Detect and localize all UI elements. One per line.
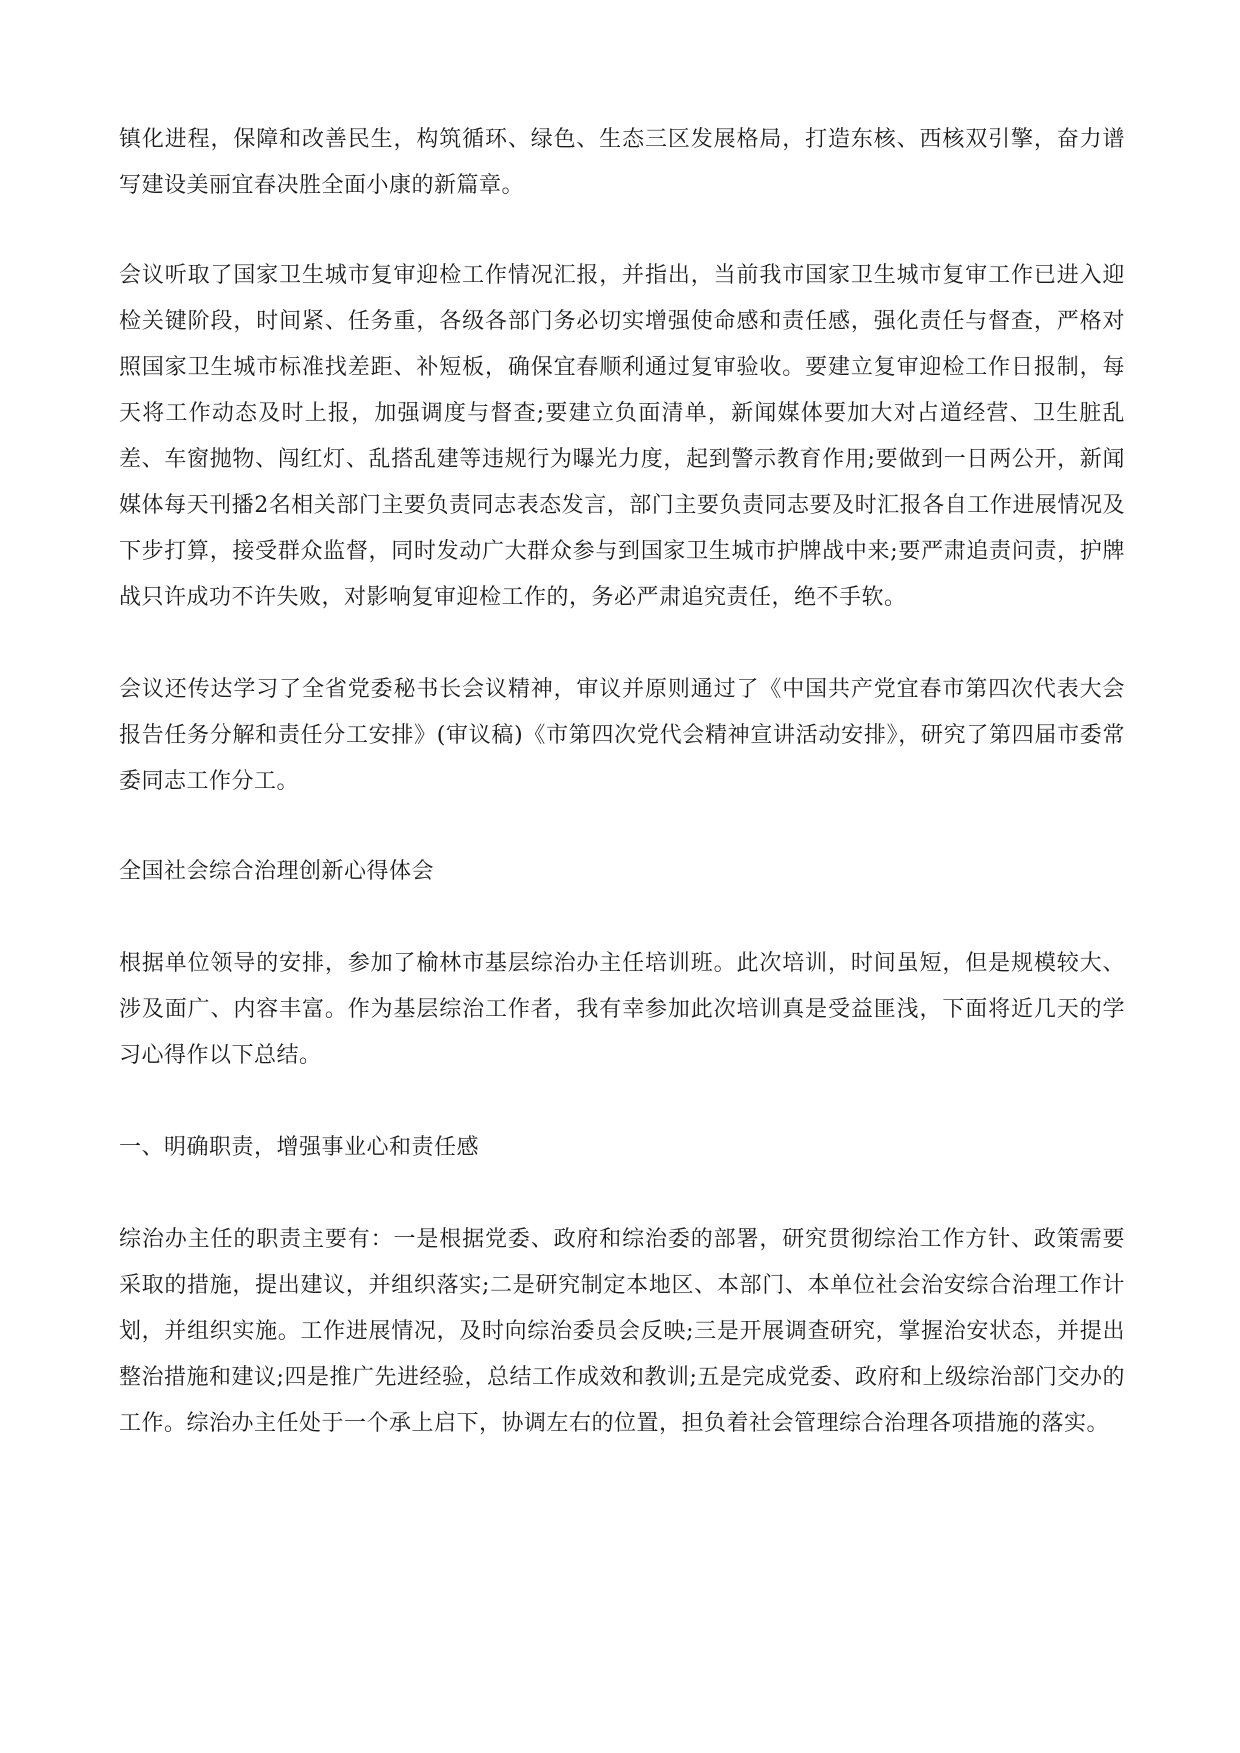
paragraph-training-intro: 根据单位领导的安排，参加了榆林市基层综治办主任培训班。此次培训，时间虽短，但是规模较大、涉及面广、内容丰富。作为基层综治工作者，我有幸参加此次培训真是受益匪浅，下面将近几天的学习心得作以下总结。	[119, 951, 1125, 1068]
paragraph-urbanization-closing: 镇化进程，保障和改善民生，构筑循环、绿色、生态三区发展格局，打造东核、西核双引擎，奋力谱写建设美丽宜春决胜全面小康的新篇章。	[119, 127, 1125, 198]
paragraph-duties: 综治办主任的职责主要有：一是根据党委、政府和综治委的部署，研究贯彻综治工作方针、政策需要采取的措施，提出建议，并组织落实;二是研究制定本地区、本部门、本单位社会治安综合治理工作计划，并组织实施。工作进展情况，及时向综治委员会反映;三是开展调查研究，掌握治安状态，并提出整治措施和建议;四是推广先进经验，总结工作成效和教训;五是完成党委、政府和上级综治部门交办的工作。综治办主任处于一个承上启下，协调左右的位置，担负着社会管理综合治理各项措施的落实。	[119, 1227, 1125, 1436]
document-body	[119, 117, 1125, 1447]
section-heading-responsibility: 一、明确职责，增强事业心和责任感	[119, 1135, 480, 1160]
paragraph-health-city-review: 会议听取了国家卫生城市复审迎检工作情况汇报，并指出，当前我市国家卫生城市复审工作已进入迎检关键阶段，时间紧、任务重，各级各部门务必切实增强使命感和责任感，强化责任与督查，严格对照国家卫生城市标准找差距、补短板，确保宜春顺利通过复审验收。要建立复审迎检工作日报制，每天将工作动态及时上报，加强调度与督查;要建立负面清单，新闻媒体要加大对占道经营、卫生脏乱差、车窗抛物、闯红灯、乱搭乱建等违规行为曝光力度，起到警示教育作用;要做到一日两公开，新闻媒体每天刊播2名相关部门主要负责同志表态发言，部门主要负责同志要及时汇报各自工作进展情况及下步打算，接受群众监督，同时发动广大群众参与到国家卫生城市护牌战中来;要严肃追责问责，护牌战只许成功不许失败，对影响复审迎检工作的，务必严肃追究责任，绝不手软。	[119, 263, 1125, 610]
section-title: 全国社会综合治理创新心得体会	[119, 859, 435, 884]
paragraph-meeting-resolutions: 会议还传达学习了全省党委秘书长会议精神，审议并原则通过了《中国共产党宜春市第四次代表大会报告任务分解和责任分工安排》(审议稿)《市第四次党代会精神宣讲活动安排》，研究了第四届市委常委同志工作分工。	[119, 677, 1125, 794]
